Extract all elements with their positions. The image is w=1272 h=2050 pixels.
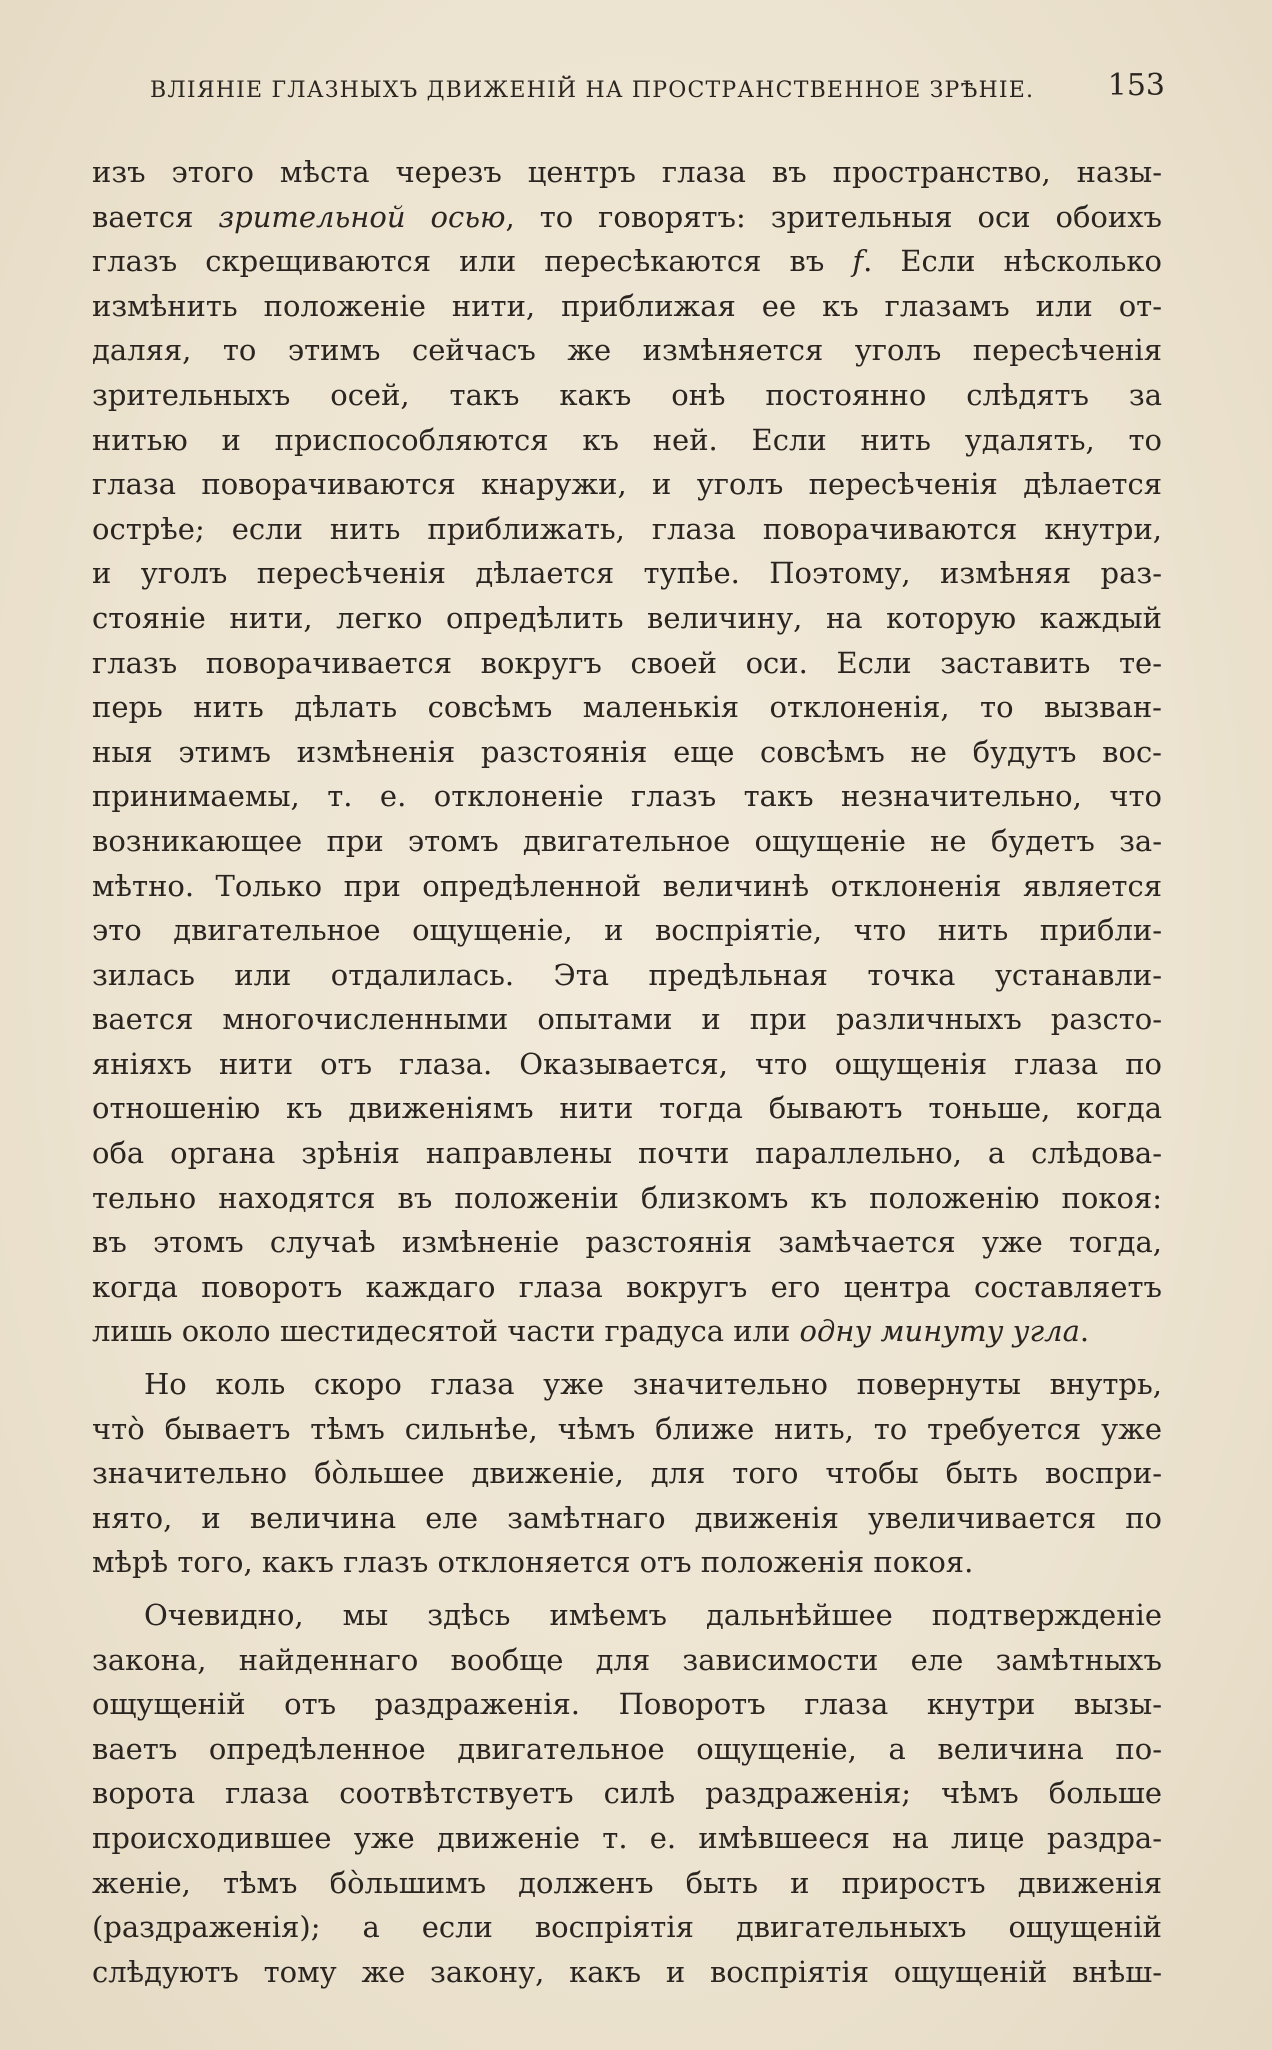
text-line: [92, 551, 1162, 596]
text-run: нято, и величина еле замѣтнаго движенія увеличивается по: [92, 1500, 1162, 1535]
text-run: глазъ скрещиваются или пересѣкаются въ: [92, 244, 853, 279]
text-line: [92, 418, 1162, 463]
text-run: что̀ бываетъ тѣмъ сильнѣе, чѣмъ ближе нить, то требуется уже: [92, 1411, 1162, 1446]
text-run: вается многочисленными опытами и при различныхъ разсто-: [92, 1002, 1162, 1037]
text-run: когда поворотъ каждаго глаза вокругъ его центра составляетъ: [92, 1269, 1162, 1304]
text-line: [92, 1816, 1162, 1861]
text-line: [92, 774, 1162, 819]
text-run: мѣрѣ того, какъ глазъ отклоняется отъ положенія покоя.: [92, 1545, 974, 1580]
text-line: [92, 1905, 1162, 1950]
text-run: зилась или отдалилась. Эта предѣльная точка устанавли-: [92, 957, 1162, 992]
text-run: лишь около шестидесятой части градуса или: [92, 1314, 800, 1349]
text-line: [92, 1265, 1162, 1310]
text-run: перь нить дѣлать совсѣмъ маленькія отклоненія, то вызван-: [92, 690, 1162, 725]
text-line: [92, 1176, 1162, 1221]
text-line: [92, 908, 1162, 953]
text-run: мѣтно. Только при опредѣленной величинѣ отклоненія является: [92, 868, 1162, 903]
text-run: нитью и приспособляются къ ней. Если нить удалять, то: [92, 422, 1162, 457]
text-line: [92, 1496, 1162, 1541]
paragraph-gap: [92, 1585, 1162, 1593]
text-line: [92, 864, 1162, 909]
text-run: женіе, тѣмъ бо̀льшимъ долженъ быть и приростъ движенія: [92, 1865, 1162, 1900]
text-line: [92, 1042, 1162, 1087]
text-run: и уголъ пересѣченія дѣлается тупѣе. Поэтому, измѣняя раз-: [92, 556, 1162, 591]
text-run: зрительныхъ осей, такъ какъ онѣ постоянно слѣдятъ за: [92, 377, 1162, 412]
page-number: 153: [1107, 68, 1165, 103]
text-run: отношенію къ движеніямъ нити тогда бываютъ тоньше, когда: [92, 1091, 1162, 1126]
text-line: [92, 195, 1162, 240]
paragraph: [92, 1593, 1162, 1994]
text-line: [92, 685, 1162, 730]
text-line: [92, 1131, 1162, 1176]
text-run: изъ этого мѣста черезъ центръ глаза въ пространство, назы-: [92, 155, 1162, 189]
text-line: [92, 1407, 1162, 1452]
text-run: яніяхъ нити отъ глаза. Оказывается, что ощущенія глаза по: [92, 1046, 1162, 1081]
text-run: ныя этимъ измѣненія разстоянія еще совсѣмъ не будутъ вос-: [92, 734, 1162, 769]
text-line: [92, 819, 1162, 864]
text-run: въ этомъ случаѣ измѣненіе разстоянія замѣчается уже тогда,: [92, 1225, 1162, 1260]
text-run: слѣдуютъ тому же закону, какъ и воспріятія ощущеній внѣш-: [92, 1954, 1162, 1989]
text-line: [92, 1086, 1162, 1131]
text-line: [92, 641, 1162, 686]
text-line: [92, 1682, 1162, 1727]
body-text: [92, 150, 1162, 1994]
text-line: [92, 1593, 1162, 1638]
italic-term: f: [852, 244, 864, 279]
text-run: измѣнить положеніе нити, приближая ее къ глазамъ или от-: [92, 288, 1162, 323]
text-run: даляя, то этимъ сейчасъ же измѣняется уголъ пересѣченія: [92, 333, 1162, 368]
text-line: [92, 1220, 1162, 1265]
text-run: вается: [92, 199, 219, 234]
text-run: стояніе нити, легко опредѣлить величину, на которую каждый: [92, 600, 1162, 635]
text-line: [92, 953, 1162, 998]
text-run: ваетъ опредѣленное двигательное ощущеніе, а величина по-: [92, 1731, 1162, 1766]
text-line: [92, 730, 1162, 775]
text-run: оба органа зрѣнія направлены почти параллельно, а слѣдова-: [92, 1136, 1162, 1171]
paragraph: [92, 150, 1162, 1354]
text-run: принимаемы, т. е. отклоненіе глазъ такъ незначительно, что: [92, 779, 1162, 814]
text-line: [92, 1451, 1162, 1496]
text-line: [92, 997, 1162, 1042]
text-run: . Если нѣсколько: [863, 244, 1162, 279]
text-run: глазъ поворачивается вокругъ своей оси. Если заставить те-: [92, 645, 1162, 680]
text-run: значительно бо̀льшее движеніе, для того чтобы быть воспри-: [92, 1456, 1162, 1491]
text-line: [92, 507, 1162, 552]
running-head-title: ВЛІЯНІЕ ГЛАЗНЫХЪ ДВИЖЕНІЙ НА ПРОСТРАНСТВЕННОЕ ЗРѢНІЕ.: [150, 78, 1035, 103]
text-run: , то говорятъ: зрительныя оси обоихъ: [505, 199, 1163, 234]
text-run: происходившее уже движеніе т. е. имѣвшееся на лице раздра-: [92, 1820, 1162, 1855]
text-line: [92, 1362, 1162, 1407]
paragraph: [92, 1362, 1162, 1585]
text-run: острѣе; если нить приближать, глаза поворачиваются кнутри,: [92, 511, 1162, 546]
text-line: [92, 596, 1162, 641]
text-line: [92, 1540, 1162, 1585]
text-run: закона, найденнаго вообще для зависимости еле замѣтныхъ: [92, 1642, 1162, 1677]
text-run: ворота глаза соотвѣтствуетъ силѣ раздраженія; чѣмъ больше: [92, 1776, 1162, 1811]
text-line: [92, 1771, 1162, 1816]
text-run: Но коль скоро глаза уже значительно повернуты внутрь,: [144, 1367, 1162, 1402]
running-head: [150, 68, 1165, 108]
text-line: [92, 1727, 1162, 1772]
text-line: [92, 373, 1162, 418]
text-line: [92, 150, 1162, 195]
text-run: .: [1079, 1314, 1090, 1349]
text-line: [92, 284, 1162, 329]
text-run: ощущеній отъ раздраженія. Поворотъ глаза кнутри вызы-: [92, 1687, 1162, 1722]
text-line: [92, 239, 1162, 284]
text-run: тельно находятся въ положеніи близкомъ къ положенію покоя:: [92, 1180, 1162, 1215]
text-run: возникающее при этомъ двигательное ощущеніе не будетъ за-: [92, 823, 1162, 858]
text-line: [92, 328, 1162, 373]
paragraph-gap: [92, 1354, 1162, 1362]
text-line: [92, 462, 1162, 507]
text-run: это двигательное ощущеніе, и воспріятіе, что нить прибли-: [92, 913, 1162, 948]
text-line: [92, 1950, 1162, 1995]
text-run: (раздраженія); а если воспріятія двигательныхъ ощущеній: [92, 1910, 1162, 1945]
italic-term: одну минуту угла: [799, 1314, 1080, 1349]
text-line: [92, 1861, 1162, 1906]
text-line: [92, 1309, 1162, 1354]
text-run: Очевидно, мы здѣсь имѣемъ дальнѣйшее подтвержденіе: [144, 1598, 1162, 1632]
text-line: [92, 1638, 1162, 1683]
italic-term: зрительной осью: [218, 199, 506, 234]
text-run: глаза поворачиваются кнаружи, и уголъ пересѣченія дѣлается: [92, 467, 1162, 502]
